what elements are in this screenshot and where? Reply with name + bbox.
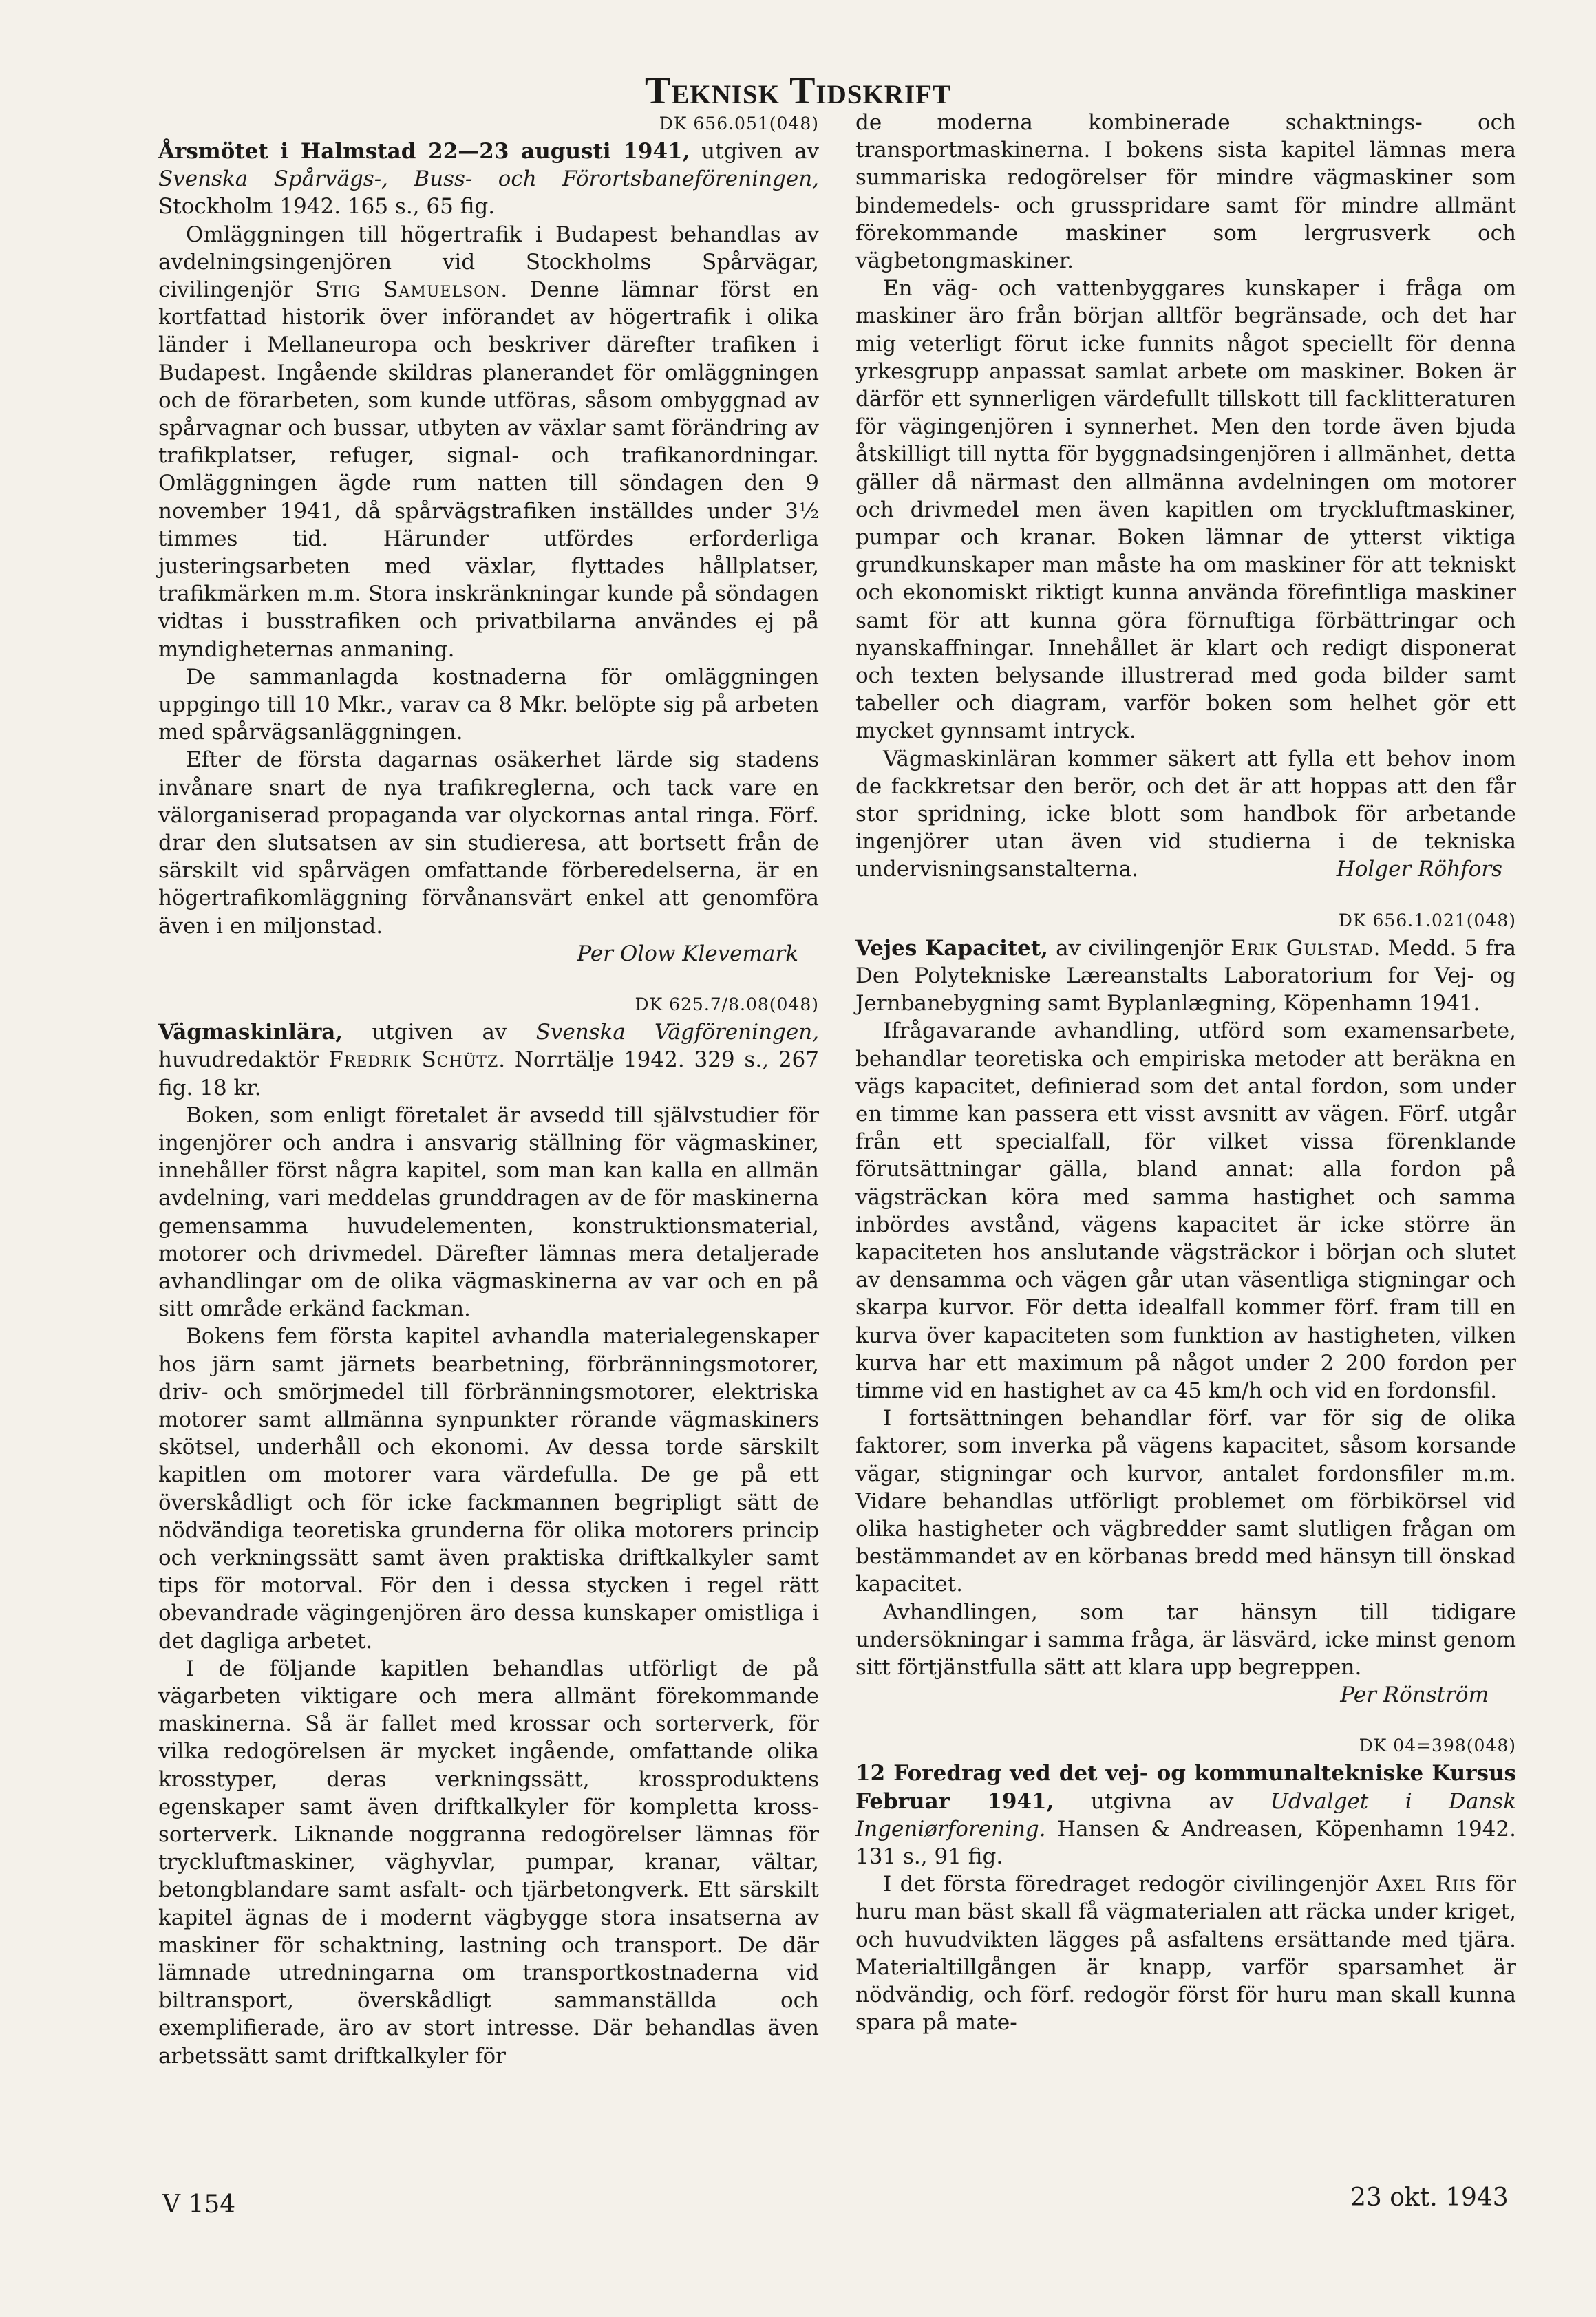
paragraph: De sammanlagda kostnaderna för omläggningen uppgingo till 10 Mkr., varav ca 8 Mkr. belöpte sig på arbeten med spårvägsanläggningen.: [158, 664, 819, 745]
paragraph: Boken, som enligt företalet är avsedd till självstudier för ingenjörer och andra i ansvarig ställning för vägmaskiner, innehåller först några kapitel, som man kan kalla en allmän avdelning, vari meddelas grunddragen av de för maskinerna gemensamma huvudelementen, konstruktionsmaterial, motorer och drivmedel. Därefter lämnas mera detaljerade avhandlingar om de olika vägmaskinerna av var och en på sitt område erkänd fackman.: [158, 1102, 819, 1322]
book-title: 12 Foredrag ved det vej- og kommunaltekniske Kursus Februar 1941,: [855, 1761, 1516, 1814]
person-name: Axel Riis: [1376, 1872, 1477, 1897]
dk-classification: DK 625.7/8.08(048): [635, 994, 819, 1015]
paragraph: Bokens fem första kapitel avhandla materialegenskaper hos järn samt järnets bearbetning, förbränningsmotorer, driv- och smörjmedel till förbränningsmotorer, elektriska motorer samt allmänna synpunkter rörande vägmaskiners skötsel, underhåll och ekonomi. Av dessa torde särskilt kapitlen om motorer vara värdefulla. De ge på ett överskådligt och för icke fackmannen begripligt sätt de nödvändiga teoretiska grunderna för olika motorers princip och verkningssätt samt även praktiska driftkalkyler samt tips för motorval. För den i dessa stycken i regel rätt obevandrade vägingenjören äro dessa kunskaper omistliga i det dagliga arbetet.: [158, 1324, 819, 1654]
left-column: [158, 110, 819, 2070]
book-title: Vejes Kapacitet,: [855, 935, 1048, 961]
dk-classification: DK 656.1.021(048): [1338, 910, 1516, 930]
paragraph: I fortsättningen behandlar förf. var för sig de olika faktorer, som inverka på vägens kapacitet, såsom korsande vägar, stigningar och kurvor, antalet fordonsfiler m.m. Vidare behandlas utförligt problemet om förbikörsel vid olika hastigheter och vägbredder samt slutligen frågan om bestämmandet av en körbanas bredd med hänsyn till önskad kapacitet.: [855, 1406, 1516, 1597]
paragraph-continued: de moderna kombinerade schaktnings- och transportmaskinerna. I bokens sista kapitel lämnas mera summariska redogörelser för mindre vägmaskiner som bindemedels- och grusspridare samt för mindre allmänt förekommande maskiner som lergrusverk och vägbetongmaskiner.: [855, 110, 1516, 274]
heading-text: huvudredaktör: [158, 1047, 329, 1073]
text-span: I det första föredraget redogör civilingenjör: [883, 1872, 1376, 1897]
heading-text: utgiven av: [690, 139, 819, 164]
journal-title: Teknisk Tidskrift: [645, 70, 951, 112]
publisher: Udvalget i Dansk Ingeniørforening.: [855, 1789, 1516, 1841]
publisher: Svenska Vägföreningen,: [535, 1020, 819, 1045]
reviewer-signature: Per Olow Klevemark: [577, 941, 798, 966]
heading-text: . Norrtälje 1942. 329 s., 267 fig. 18 kr.: [158, 1047, 819, 1100]
paragraph: [855, 745, 1516, 884]
issue-date: 23 okt. 1943: [1350, 2183, 1509, 2212]
review-heading: [158, 1018, 819, 1102]
review-12-foredrag: [855, 1732, 1516, 2036]
paragraph: I de följande kapitlen behandlas utförligt de på vägarbeten viktigare och mera allmänt förekommande maskinerna. Så är fallet med krossar och sorterverk, för vilka redogörelsen är mycket ingående, omfattande olika krosstyper, deras verkningssätt, krossproduktens egenskaper samt även driftkalkyler för kompletta kross-sorterverk. Liknande noggranna redogörelser lämnas för tryckluftmaskiner, väghyvlar, pumpar, kranar, vältar, betongblandare samt asfalt- och tjärbetongverk. Ett särskilt kapitel ägnas de i modernt vägbygge stora insatserna av maskiner för schaktning, lastning och transport. De där lämnade utredningarna om transportkostnaderna vid biltransport, överskådligt sammanställda och exemplifierade, äro av stort intresse. Där behandlas även arbetssätt samt driftkalkyler för: [158, 1656, 819, 2069]
book-title: Vägmaskinlära,: [158, 1020, 343, 1045]
review-heading: [855, 1760, 1516, 1870]
paragraph: [158, 221, 819, 663]
review-arsmotet: [158, 110, 819, 968]
heading-text: Hansen & Andreasen, Köpenhamn 1942. 131 s., 91 fig.: [855, 1816, 1516, 1869]
text-span: för huru man bäst skall få vägmaterialen att räcka under kriget, och huvudvikten lägges på asfaltens ersättande med tjära. Materialtillgången är knapp, varför sparsamhet är nödvändig, och förf. redogör först för huru man skall kunna spara på mate-: [855, 1872, 1516, 2036]
review-heading: [855, 935, 1516, 1018]
text-span: Omläggningen till högertrafik i Budapest behandlas av avdelningsingenjören vid Stockholms Spårvägar, civilingenjör: [158, 222, 819, 303]
review-heading: [158, 138, 819, 221]
review-vejes-kapacitet: [855, 907, 1516, 1709]
heading-text: utgiven av: [343, 1020, 536, 1045]
heading-text: Stockholm 1942. 165 s., 65 fig.: [158, 194, 496, 220]
publisher: Svenska Spårvägs-, Buss- och Förortsbaneföreningen,: [158, 167, 819, 192]
person-name: Fredrik Schütz: [328, 1047, 499, 1073]
heading-text: av civilingenjör: [1048, 935, 1231, 961]
person-name: Erik Gulstad: [1231, 935, 1374, 961]
dk-classification: DK 04=398(048): [1359, 1736, 1516, 1756]
text-span: Vägmaskinläran kommer säkert att fylla ett behov inom de fackkretsar den berör, och det är att hoppas att den får stor spridning, icke blott som handbok för arbetande ingenjörer utan även vid studierna i de tekniska undervisningsanstalterna.: [855, 746, 1516, 882]
paragraph: Efter de första dagarnas osäkerhet lärde sig stadens invånare snart de nya trafikreglerna, och tack vare en välorganiserad propaganda var olyckornas antal ringa. Förf. drar den slutsatsen av sin studieresa, att bortsett från de särskilt vid spårvägen omfattande förberedelserna, är en högertrafikomläggning förvånansvärt enkel att genomföra även i en miljonstad.: [158, 747, 819, 939]
paragraph: Avhandlingen, som tar hänsyn till tidigare undersökningar i samma fråga, är läsvärd, icke minst genom sitt förtjänstfulla sätt att klara upp begreppen.: [855, 1599, 1516, 1680]
reviewer-signature: Per Rönström: [1340, 1683, 1489, 1708]
reviewer-signature: Holger Röhfors: [1336, 857, 1502, 882]
paragraph: Ifrågavarande avhandling, utförd som examensarbete, behandlar teoretiska och empiriska metoder att beräkna en vägs kapacitet, definierad som det antal fordon, som under en timme kan passera ett visst avsnitt av vägen. Förf. utgår från ett specialfall, för vilket vissa förenklande förutsättningar gälla, bland annat: alla fordon på vägsträckan köra med samma hastighet och samma inbördes avstånd, vägens kapacitet är icke större än kapaciteten hos anslutande vägsträckor i början och slutet av densamma och vägen går utan väsentliga stigningar och skarpa kurvor. För detta idealfall kommer förf. fram till en kurva över kapaciteten som funktion av hastigheten, vilken kurva har ett maximum på något under 2 200 fordon per timme vid en hastighet av ca 45 km/h och vid en fordonsfil.: [855, 1018, 1516, 1403]
page-number: V 154: [162, 2190, 236, 2219]
right-column: [855, 109, 1516, 2036]
paragraph: En väg- och vattenbyggares kunskaper i fråga om maskiner äro från början alltför begränsade, och det har mig veterligt förut icke funnits något speciellt för denna yrkesgrupp anpassat samlat arbete om maskiner. Boken är därför ett synnerligen värdefullt tillskott till facklitteraturen för vägingenjören i synnerhet. Men den torde även bjuda åtskilligt till nytta för byggnadsingenjören i allmänhet, detta gäller då närmast den allmänna avdelningen om motorer och drivmedel men även kapitlen om tryckluftmaskiner, pumpar och kranar. Boken lämnar de ytterst viktiga grundkunskaper man måste ha om maskiner för att tekniskt och ekonomiskt riktigt kunna använda förefintliga maskiner samt för att kunna göra förnuftiga förbättringar och nyanskaffningar. Innehållet är klart och redigt disponerat och texten belysande illustrerad med goda bilder samt tabeller och diagram, varför boken som helhet gör ett mycket gynnsamt intryck.: [855, 276, 1516, 744]
text-span: . Denne lämnar först en kortfattad historik över införandet av högertrafik i olika länder i Mellaneuropa och beskriver därefter trafiken i Budapest. Ingående skildras planerandet för omläggningen och de förarbeten, som kunde utföras, såsom ombyggnad av spårvagnar och bussar, utbyten av växlar samt förändring av trafikplatser, refuger, signal- och trafikanordningar. Omläggningen ägde rum natten till söndagen den 9 november 1941, då spårvägstrafiken inställdes under 3½ timmes tid. Härunder utfördes erforderliga justeringsarbeten med växlar, flyttades hållplatser, trafikmärken m.m. Stora inskränkningar kunde på söndagen vidtas i busstrafiken och privatbilarna användes ej på myndigheternas anmaning.: [158, 277, 819, 662]
book-title: Årsmötet i Halmstad 22—23 augusti 1941,: [158, 139, 690, 164]
person-name: Stig Samuelson: [315, 277, 501, 303]
heading-text: utgivna av: [1054, 1789, 1270, 1814]
review-vagmaskinlara: [158, 991, 819, 2070]
paragraph: [855, 1870, 1516, 2036]
dk-classification: DK 656.051(048): [659, 114, 819, 134]
heading-text: . Medd. 5 fra Den Polytekniske Læreanstalts Laboratorium for Vej- og Jernbanebygning samt Byplanlægning, Köpenhamn 1941.: [855, 935, 1517, 1016]
